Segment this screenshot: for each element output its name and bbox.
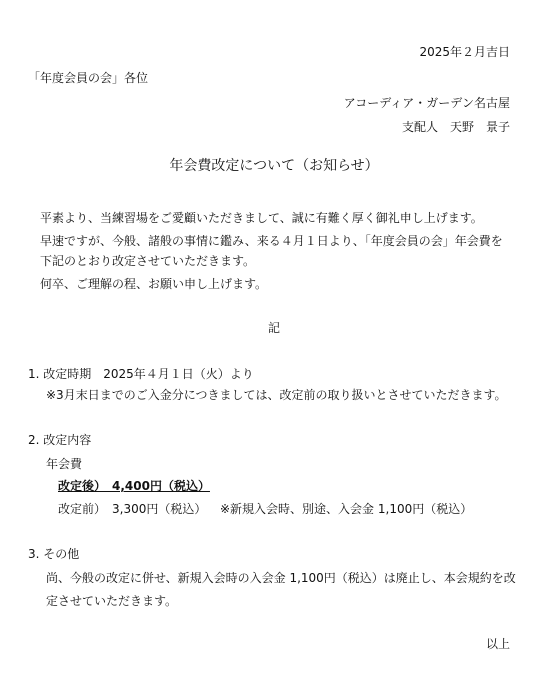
section-1-heading: 1. 改定時期 2025年４月１日（火）より — [28, 367, 254, 381]
sender-organization: アコーディア・ガーデン名古屋 — [343, 96, 510, 110]
sender-person: 支配人 天野 景子 — [401, 120, 510, 134]
page-title: 年会費改定について（お知らせ） — [169, 158, 379, 174]
fee-after-revision: 改定後） 4,400円（税込） — [58, 479, 210, 493]
ki-heading: 記 — [267, 321, 280, 335]
new-member-fee-note: ※新規入会時、別途、入会金 1,100円（税込） — [220, 502, 473, 516]
intro-line-1: 平素より、当練習場をご愛顧いただきまして、誠に有難く厚く御礼申し上げます。 — [40, 211, 483, 225]
section-3-line-1: 尚、今般の改定に併せ、新規入会時の入会金 1,100円（税込）は廃止し、本会規約を改 — [46, 571, 516, 585]
fee-before-revision: 改定前） 3,300円（税込） — [58, 502, 207, 516]
closing-word: 以上 — [485, 637, 510, 651]
section-3-heading: 3. その他 — [28, 547, 80, 561]
intro-line-2: 早速ですが、今般、諸般の事情に鑑み、来る４月１日より、「年度会員の会」年会費を — [40, 234, 503, 248]
addressee: 「年度会員の会」各位 — [28, 71, 149, 85]
intro-line-3: 下記のとおり改定させていただきます。 — [40, 254, 256, 268]
section-3-line-2: 定させていただきます。 — [46, 594, 178, 608]
section-2-heading: 2. 改定内容 — [28, 433, 92, 447]
document-date: 2025年２月吉日 — [419, 45, 510, 59]
annual-fee-label: 年会費 — [46, 457, 83, 471]
section-1-note: ※3月末日までのご入金分につきましては、改定前の取り扱いとさせていただきます。 — [46, 388, 507, 402]
intro-line-4: 何卒、ご理解の程、お願い申し上げます。 — [40, 277, 268, 291]
